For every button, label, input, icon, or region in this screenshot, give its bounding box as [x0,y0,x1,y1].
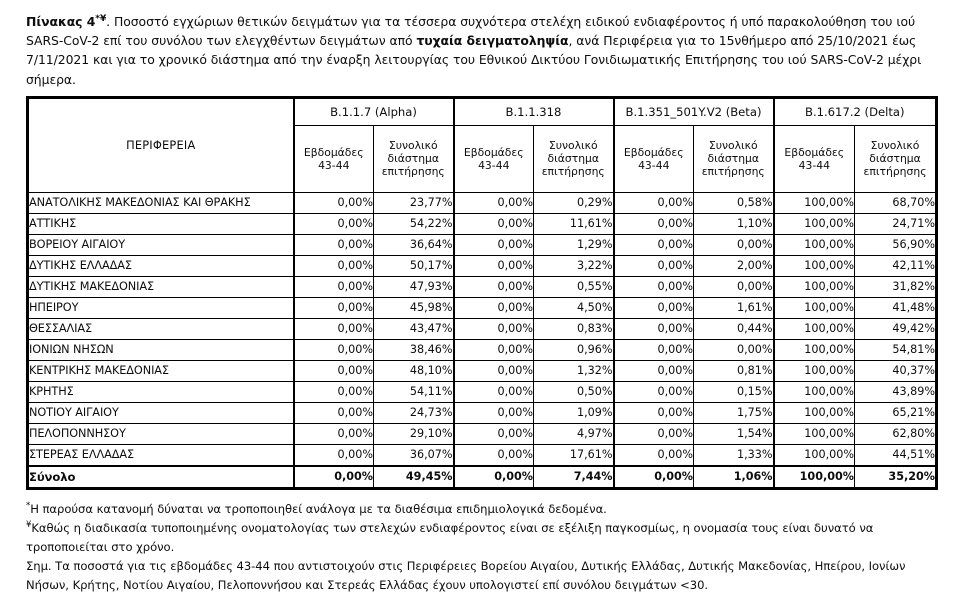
cell-value: 40,37% [855,360,936,381]
cell-value: 0,00% [294,318,374,339]
cell-region-name: ΝΟΤΙΟΥ ΑΙΓΑΙΟΥ [29,402,294,423]
subheader-total-line3: επιτήρησης [863,165,927,179]
cell-value: 0,00% [454,276,534,297]
cell-value: 0,00% [614,234,694,255]
cell-region-name: ΔΥΤΙΚΗΣ ΕΛΛΑΔΑΣ [29,255,294,276]
cell-region-name: ΑΤΤΙΚΗΣ [29,213,294,234]
subheader-total-line1: Συνολικό [870,139,920,152]
cell-value: 49,45% [374,466,454,488]
cell-value: 1,10% [694,213,774,234]
cell-value: 0,15% [694,381,774,402]
cell-value: 0,44% [694,318,774,339]
cell-value: 0,00% [294,423,374,444]
cell-value: 1,29% [534,234,614,255]
cell-value: 0,58% [694,192,774,213]
cell-value: 68,70% [855,192,936,213]
cell-value: 0,00% [454,234,534,255]
cell-value: 100,00% [774,466,855,488]
subheader-total-line1: Συνολικό [388,139,438,152]
cell-value: 54,11% [374,381,454,402]
table-row [29,297,936,318]
table-caption [26,12,936,89]
cell-value: 24,71% [855,213,936,234]
cell-value: 54,22% [374,213,454,234]
cell-value: 54,81% [855,339,936,360]
cell-value: 0,00% [454,381,534,402]
cell-value: 36,07% [374,444,454,466]
cell-value: 65,21% [855,402,936,423]
cell-value: 100,00% [774,213,855,234]
cell-region-name: ΗΠΕΙΡΟΥ [29,297,294,318]
cell-value: 0,00% [694,234,774,255]
cell-value: 0,29% [534,192,614,213]
cell-value: 0,00% [454,423,534,444]
cell-region-name: ΘΕΣΣΑΛΙΑΣ [29,318,294,339]
cell-value: 0,00% [614,423,694,444]
cell-value: 4,50% [534,297,614,318]
subheader-weeks-line2: 43-44 [798,158,830,172]
table-row [29,381,936,402]
cell-value: 0,50% [534,381,614,402]
cell-value: 0,00% [294,402,374,423]
subheader-alpha-weeks [294,125,374,192]
header-row-variants [29,98,936,125]
table-row [29,423,936,444]
cell-value: 0,81% [694,360,774,381]
cell-value: 47,93% [374,276,454,297]
cell-value: 0,96% [534,339,614,360]
cell-value: 7,44% [534,466,614,488]
column-group-header-beta: B.1.351_501Y.V2 (Beta) [614,98,774,125]
cell-value: 0,00% [294,444,374,466]
subheader-b11318-total [534,125,614,192]
table-row [29,234,936,255]
cell-value: 0,00% [294,381,374,402]
cell-value: 0,00% [614,402,694,423]
footnote-text: Καθώς η διαδικασία τυποποιημένης ονοματολογίας των στελεχών ενδιαφέροντος είναι σε εξέλιξη παγκοσμίως, η ονομασία τους είναι δυνατό να τροποποιείται στο χρόνο. [26,520,874,554]
cell-value: 0,00% [614,297,694,318]
table-row [29,192,936,213]
cell-value: 17,61% [534,444,614,466]
column-group-header-b11318: B.1.1.318 [454,98,614,125]
cell-value: 0,00% [454,297,534,318]
cell-value: 29,10% [374,423,454,444]
subheader-weeks-line1: Εβδομάδες [463,145,524,159]
cell-value: 2,00% [694,255,774,276]
footnotes [26,500,936,595]
cell-value: 45,98% [374,297,454,318]
cell-value: 0,00% [614,318,694,339]
cell-value: 48,10% [374,360,454,381]
table-row [29,360,936,381]
cell-region-name: ΑΝΑΤΟΛΙΚΗΣ ΜΑΚΕΔΟΝΙΑΣ ΚΑΙ ΘΡΑΚΗΣ [29,192,294,213]
cell-value: 0,00% [294,234,374,255]
cell-value: 0,00% [454,402,534,423]
cell-value: 100,00% [774,192,855,213]
table-row [29,213,936,234]
subheader-total-line3: επιτήρησης [541,165,605,179]
cell-value: 1,75% [694,402,774,423]
subheader-total-line1: Συνολικό [548,139,598,152]
subheader-weeks-line1: Εβδομάδες [303,145,364,159]
cell-value: 31,82% [855,276,936,297]
cell-value: 1,09% [534,402,614,423]
cell-region-name: ΠΕΛΟΠΟΝΝΗΣΟΥ [29,423,294,444]
caption-footnote-markers: *¥ [95,13,107,24]
cell-value: 0,00% [294,339,374,360]
cell-value: 0,00% [454,360,534,381]
subheader-delta-weeks [774,125,855,192]
cell-value: 36,64% [374,234,454,255]
cell-value: 0,00% [294,213,374,234]
table-body [29,192,936,487]
cell-value: 0,00% [614,466,694,488]
cell-value: 0,00% [294,466,374,488]
subheader-total-line1: Συνολικό [708,139,758,152]
cell-region-name: ΒΟΡΕΙΟΥ ΑΙΓΑΙΟΥ [29,234,294,255]
cell-value: 0,83% [534,318,614,339]
table-row [29,339,936,360]
footnote-1 [26,500,936,519]
variants-table-frame [26,96,938,490]
caption-label: Πίνακας 4 [26,14,96,29]
footnote-2 [26,519,936,557]
caption-text-part1: . Ποσοστό εγχώριων θετικών δειγμάτων για τα τέσσερα συχνότερα στελέχη ειδικού ενδιαφέροντος ή υπό παρακολούθηση του ιού SARS-CoV-2 επί του συνόλου των ελεγχθέντων δειγμάτων από [26,14,916,49]
cell-value: 0,00% [454,192,534,213]
cell-value: 100,00% [774,318,855,339]
table-row-total [29,466,936,488]
cell-value: 62,80% [855,423,936,444]
cell-value: 0,00% [454,255,534,276]
cell-value: 0,00% [694,276,774,297]
cell-value: 0,00% [614,444,694,466]
cell-value: 3,22% [534,255,614,276]
subheader-weeks-line2: 43-44 [318,158,350,172]
cell-value: 1,61% [694,297,774,318]
cell-value: 0,00% [614,360,694,381]
cell-region-name: ΔΥΤΙΚΗΣ ΜΑΚΕΔΟΝΙΑΣ [29,276,294,297]
footnote-marker: * [26,500,31,511]
caption-bold-phrase: τυχαία δειγματοληψία [416,33,569,49]
subheader-total-line2: διάστημα [387,152,440,166]
cell-value: 0,55% [534,276,614,297]
column-header-region: ΠΕΡΙΦΕΡΕΙΑ [29,98,294,192]
cell-value: 0,00% [694,339,774,360]
table-row [29,255,936,276]
table-row [29,444,936,466]
variants-by-region-table [28,98,936,488]
cell-value: 1,33% [694,444,774,466]
caption-text-part2: , ανά Περιφέρεια για το 15νθήμερο από 25/10/2021 έως 7/11/2021 και για το χρονικό διάστημα από την έναρξη λειτουργίας του Εθνικού Δικτύου Γονιδιωματικής Επιτήρησης του ιού SARS-CoV-2 μέχρι σήμερα. [26,33,922,87]
cell-value: 0,00% [454,213,534,234]
column-group-header-alpha: B.1.1.7 (Alpha) [294,98,454,125]
table-row [29,402,936,423]
cell-value: 11,61% [534,213,614,234]
cell-value: 56,90% [855,234,936,255]
table-row [29,318,936,339]
cell-value: 100,00% [774,444,855,466]
cell-value: 23,77% [374,192,454,213]
subheader-beta-total [694,125,774,192]
subheader-weeks-line1: Εβδομάδες [623,145,684,159]
cell-region-name: ΙΟΝΙΩΝ ΝΗΣΩΝ [29,339,294,360]
cell-value: 1,32% [534,360,614,381]
cell-value: 24,73% [374,402,454,423]
cell-region-name: Σύνολο [29,466,294,488]
column-group-header-delta: B.1.617.2 (Delta) [774,98,936,125]
subheader-delta-total [855,125,936,192]
cell-value: 0,00% [614,276,694,297]
cell-value: 4,97% [534,423,614,444]
cell-value: 100,00% [774,276,855,297]
cell-value: 38,46% [374,339,454,360]
cell-value: 42,11% [855,255,936,276]
cell-region-name: ΚΕΝΤΡΙΚΗΣ ΜΑΚΕΔΟΝΙΑΣ [29,360,294,381]
footnote-marker: ¥ [26,519,32,530]
subheader-total-line2: διάστημα [707,152,760,166]
cell-value: 35,20% [855,466,936,488]
cell-value: 100,00% [774,381,855,402]
cell-value: 50,17% [374,255,454,276]
cell-value: 0,00% [454,466,534,488]
cell-value: 0,00% [614,339,694,360]
cell-value: 0,00% [294,297,374,318]
subheader-total-line3: επιτήρησης [381,165,445,179]
footnote-text: Η παρούσα κατανομή δύναται να τροποποιηθεί ανάλογα με τα διαθέσιμα επιδημιολογικά δεδομένα. [30,501,607,516]
cell-region-name: ΣΤΕΡΕΑΣ ΕΛΛΑΔΑΣ [29,444,294,466]
cell-value: 1,06% [694,466,774,488]
subheader-beta-weeks [614,125,694,192]
cell-value: 0,00% [614,381,694,402]
subheader-total-line2: διάστημα [869,152,921,166]
cell-value: 0,00% [614,213,694,234]
cell-value: 0,00% [294,192,374,213]
cell-value: 0,00% [454,339,534,360]
cell-value: 43,89% [855,381,936,402]
subheader-total-line2: διάστημα [547,152,600,166]
subheader-alpha-total [374,125,454,192]
cell-value: 0,00% [614,255,694,276]
cell-value: 1,54% [694,423,774,444]
cell-value: 0,00% [294,276,374,297]
cell-value: 0,00% [294,360,374,381]
cell-value: 100,00% [774,402,855,423]
cell-value: 100,00% [774,255,855,276]
cell-value: 100,00% [774,234,855,255]
table-row [29,276,936,297]
cell-value: 44,51% [855,444,936,466]
cell-value: 0,00% [294,255,374,276]
cell-value: 0,00% [454,444,534,466]
cell-region-name: ΚΡΗΤΗΣ [29,381,294,402]
subheader-weeks-line1: Εβδομάδες [784,145,845,159]
subheader-weeks-line2: 43-44 [638,158,670,172]
footnote-3 [26,557,936,595]
table-head [29,98,936,192]
cell-value: 100,00% [774,339,855,360]
cell-value: 100,00% [774,423,855,444]
cell-value: 100,00% [774,360,855,381]
cell-value: 43,47% [374,318,454,339]
subheader-weeks-line2: 43-44 [478,158,510,172]
subheader-total-line3: επιτήρησης [701,165,765,179]
subheader-b11318-weeks [454,125,534,192]
cell-value: 0,00% [454,318,534,339]
footnote-text: Σημ. Τα ποσοστά για τις εβδομάδες 43-44 που αντιστοιχούν στις Περιφέρειες Βορείου Αιγαίου, Δυτικής Ελλάδας, Δυτικής Μακεδονίας, Ηπείρου, Ιονίων Νήσων, Κρήτης, Νοτίου Αιγαίου, Πελοποννήσου και Στερεάς Ελλάδας έχουν υπολογιστεί επί συνόλου δειγμάτων <30. [26,558,906,592]
cell-value: 41,48% [855,297,936,318]
cell-value: 100,00% [774,297,855,318]
cell-value: 0,00% [614,192,694,213]
cell-value: 49,42% [855,318,936,339]
